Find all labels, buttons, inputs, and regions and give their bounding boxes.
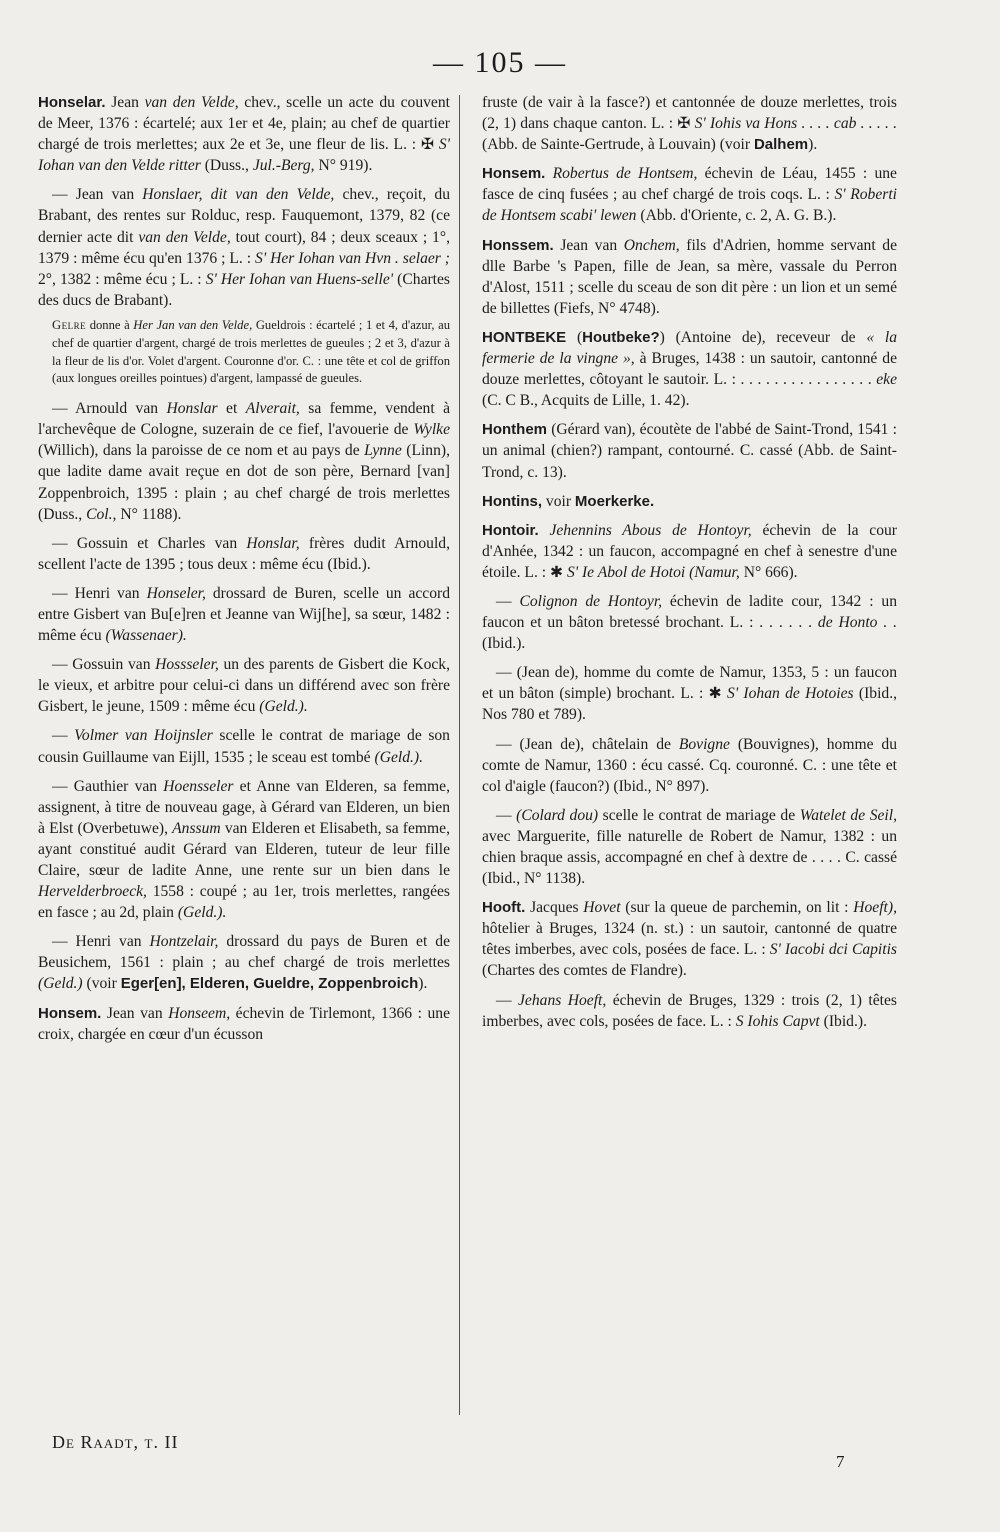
text-run: Jean van [553, 236, 624, 254]
text-run: — Gossuin van [52, 656, 156, 674]
entry-paragraph [482, 520, 897, 583]
entry-paragraph [482, 990, 897, 1032]
text-run: (C. C B., Acquits de Lille, 1. 42). [482, 392, 690, 410]
column-divider [459, 95, 460, 1415]
text-run: échevin de ladite cour, 1342 : un faucon et un bâton bretessé brochant. L. : . . . . . . [482, 592, 897, 632]
text-run: Col., [86, 505, 117, 523]
text-run: Hovet [583, 899, 621, 917]
text-run: tout court), 84 ; deux sceaux ; 1°, 1379 : même écu qu'en 1376 ; L. : [38, 228, 450, 267]
text-run: Anssum [172, 819, 221, 837]
text-run: N° 666). [739, 563, 798, 581]
text-run [545, 165, 552, 182]
text-run: avec Marguerite, fille naturelle de Robert de Namur, 1382 : un chien braque assis, accompagné en chef à dextre de . . . . C. cassé (Ibid., N° 1138). [482, 827, 897, 888]
text-run: S' Iacobi dci Capitis [769, 941, 897, 959]
text-run: Honseem, [168, 1004, 231, 1022]
text-run: échevin de Bruges, 1329 : trois (2, 1) têtes imberbes, avec cols, posées de face. L. : [482, 991, 897, 1030]
text-run: Colignon de Hontoyr, [519, 592, 663, 610]
text-run: — [496, 991, 519, 1009]
right-column [482, 92, 897, 1040]
entry-headword: Moerkerke. [574, 492, 655, 510]
text-run: Hoensseler [163, 777, 234, 795]
text-run: — Arnould van [52, 400, 167, 418]
entry-paragraph [38, 1003, 450, 1045]
footer-signature-mark: 7 [836, 1452, 845, 1471]
text-run: scelle le contrat de mariage de [598, 806, 800, 824]
entry-headword: Honsem. [482, 165, 546, 183]
text-run: N° 919). [314, 157, 373, 175]
text-run: — Gossuin et Charles van [52, 534, 247, 552]
text-run: sa femme, vendent à l'archevêque de Cologne, suzerain de ce fief, l'avouerie de [38, 400, 450, 439]
text-run: échevin de Tirlemont, 1366 : une croix, chargée en cœur d'un écusson [38, 1004, 450, 1043]
text-run: Jul.-Berg, [252, 157, 315, 175]
text-run: S' Ie Abol de Hotoi (Namur, [566, 563, 740, 581]
text-run: Jacques [525, 899, 584, 917]
text-run: Volmer van Hoijnsler [74, 727, 213, 745]
text-run: eke [876, 371, 897, 389]
text-run: (Ibid., Nos 780 et 789). [482, 685, 898, 724]
entry-paragraph [482, 92, 897, 155]
text-run: chev., reçoit, du Brabant, des rentes sur Rolduc, resp. Fauquemont, 1379, 82 (ce dernier acte dit [38, 186, 451, 246]
text-run: (Duss., [200, 157, 253, 175]
page-number: — 105 — [433, 46, 567, 79]
text-run: — [52, 727, 75, 745]
entry-headword: Hontoir. [482, 521, 539, 539]
text-run: Onchem, [623, 236, 680, 254]
text-run: — [496, 592, 520, 610]
entry-headword: HONTBEKE [482, 328, 567, 346]
text-run: et Anne van Elderen, sa femme, assignent, à titre de nouveau gage, à Gérard van Elderen, un bien à Elst (Overbetuwe), [38, 777, 450, 837]
text-run: drossard de Buren, scelle un accord entre Gisbert van Bu[e]ren et Jeanne van Wij[he], sa sœur, 1482 : même écu [38, 584, 450, 645]
text-run: (Abb. de Sainte-Gertrude, à Louvain) (voir [482, 136, 754, 154]
text-run: (Geld.). [259, 698, 308, 716]
text-run: (voir [82, 975, 121, 993]
text-run: de Honto . . [817, 614, 897, 632]
entry-paragraph [482, 235, 897, 319]
text-run: (Geld.). [177, 904, 227, 922]
text-run: frères dudit Arnould, scellent l'acte de 1395 ; tous deux : même écu (Ibid.). [38, 534, 450, 573]
text-run: Robertus de Hontsem, [552, 165, 698, 183]
text-run: (Ibid.). [819, 1012, 867, 1030]
text-run: — Jean van [52, 186, 143, 204]
text-run: et [217, 400, 246, 418]
text-run: hôtelier à Bruges, 1324 (n. st.) : un sautoir, cantonné de quatre têtes imberbes, avec cols, posées de face. L. : [482, 920, 897, 959]
entry-headword: Honselar. [38, 94, 106, 111]
text-run: Watelet de Seil, [799, 806, 897, 824]
entry-paragraph [38, 654, 450, 717]
entry-paragraph [482, 327, 897, 411]
text-run: van den Velde, [138, 228, 231, 246]
text-run: N° 1188). [116, 505, 182, 523]
text-run: Jean [105, 94, 145, 111]
text-run: — Gauthier van [52, 777, 164, 795]
text-run: Bovigne [678, 735, 730, 753]
text-run: (Bouvignes), homme du comte de Namur, 1360 : écu cassé. Cq. couronné. C. : une tête et col d'aigle (faucon?) (Ibid., N° 897). [482, 735, 897, 795]
text-run: van den Velde, [144, 94, 239, 111]
text-run: Lynne [364, 442, 402, 460]
entry-headword: Houtbeke? [582, 328, 660, 346]
text-run: S Iohis Capvt [735, 1012, 820, 1030]
text-run: fils d'Adrien, homme servant de dlle Barbe 's Papen, fille de Jean, sa mère, vassale du Perron d'Alost, 1511 ; scelle du sceau de son dit père : un lion et un semé de billettes (Fiefs, N° 4748). [482, 236, 898, 317]
text-run: voir [542, 492, 575, 510]
entry-headword: Hooft. [482, 899, 526, 917]
entry-headword: Honthem [482, 421, 547, 439]
text-run: scelle le contrat de mariage de son cousin Guillaume van Eijll, 1535 ; le sceau est tombé [38, 727, 450, 766]
text-run: ). [418, 975, 428, 993]
entry-paragraph [38, 725, 450, 767]
text-run: S' Iohan de Hotoies [727, 685, 854, 703]
text-run: S' Her Iohan van Huens-selle' [205, 270, 394, 288]
text-run: (Linn), que ladite dame avait reçue en dot de son père, Bernard [van] Zoppenbroich, 1395 : plain ; au chef chargé de trois merlettes (Duss., [38, 442, 450, 523]
text-run [539, 522, 550, 539]
entry-paragraph [38, 583, 450, 646]
text-run: ) (Antoine de), receveur de [659, 328, 867, 346]
text-run: (sur la queue de parchemin, on lit : [620, 899, 854, 917]
text-run: à Bruges, 1438 : un sautoir, cantonné de douze merlettes, côtoyant le sautoir. L. : . . . . . . . . . . . . . . . . [482, 350, 898, 389]
text-run: Gelre [52, 317, 87, 332]
text-run: Honslar [166, 400, 218, 418]
entry-paragraph [38, 398, 450, 525]
text-run: un des parents de Gisbert die Kock, le vieux, et arbitre pour celui-ci dans un différend avec son frère Gisbert, le jeune, 1509 : même écu [38, 656, 450, 716]
text-run: fruste (de vair à la fasce?) et cantonnée de douze merlettes, trois (2, 1) dans chaque canton. L. : ✠ [482, 94, 897, 133]
text-run: — Henri van [52, 584, 147, 602]
entry-headword: Dalhem [753, 136, 809, 154]
text-run: Alverait, [245, 400, 300, 418]
text-run: van Elderen et Elisabeth, sa femme, ayant constitué audit Gérard van Elderen, tuteur de leur fille Claire, sœur de ladite Anne, une rente sur un bien dans le [38, 819, 450, 879]
text-run: (Chartes des comtes de Flandre). [482, 962, 687, 980]
entry-paragraph [482, 897, 897, 981]
entry-paragraph [38, 931, 450, 994]
entry-headword: Honssem. [482, 236, 554, 254]
text-run: drossard du pays de Buren et de Beusichem, 1561 : plain ; au chef chargé de trois merlettes [38, 933, 450, 972]
text-run: S' Iohis va Hons . . . . cab . . . . . [694, 115, 897, 133]
entry-paragraph [482, 662, 897, 725]
text-run: chev., scelle un acte du couvent de Meer, 1376 : écartelé; aux 1er et 4e, plain; au chef de quartier chargé de trois merlettes; aux 2e et 3e, une fleur de lis. L. : ✠ [38, 94, 450, 154]
text-run: Jehans Hoeft, [518, 991, 607, 1009]
text-run: Hoeft), [853, 899, 897, 917]
text-run: Honslaer, dit van den Velde, [142, 186, 335, 204]
entry-paragraph [482, 734, 897, 797]
text-run: (Abb. d'Oriente, c. 2, A. G. B.). [636, 207, 837, 225]
text-run: Honseler, [146, 584, 206, 602]
text-run: — [496, 806, 517, 824]
entry-paragraph [38, 92, 450, 176]
left-column [38, 92, 450, 1053]
text-run: Jehennins Abous de Hontoyr, [549, 521, 752, 539]
text-run: S' Her Iohan van Hvn . selaer ; [255, 249, 450, 267]
entry-paragraph [482, 805, 897, 889]
text-run: S' Roberti de Hontsem scabi' lewen [482, 186, 897, 225]
text-run: 1558 : coupé ; au 1er, trois merlettes, rangées en fasce ; au 2d, plain [38, 883, 450, 922]
entry-paragraph [38, 533, 450, 575]
text-run: ). [808, 136, 818, 154]
text-run: échevin de Léau, 1455 : une fasce de cinq fusées ; au chef chargé de trois coqs. L. : [482, 165, 897, 204]
footer-author-volume: De Raadt, t. II [52, 1432, 179, 1452]
text-run: Wylke [413, 421, 450, 439]
entry-headword: Honsem. [38, 1004, 102, 1022]
text-run: — Henri van [52, 933, 150, 951]
text-run: (Colard dou) [516, 806, 599, 824]
text-run: (Ibid.). [482, 635, 526, 653]
entry-headword: Eger[en], Elderen, Gueldre, Zoppenbroich [120, 975, 419, 993]
text-run: Hervelderbroeck, [38, 883, 147, 901]
text-run: Jean van [101, 1004, 169, 1022]
entry-paragraph [38, 184, 450, 311]
text-run: S' Iohan van den Velde ritter [38, 136, 450, 175]
text-run: (Geld.). [374, 748, 423, 766]
entry-paragraph [38, 776, 450, 924]
text-run: Gueldrois : écartelé ; 1 et 4, d'azur, au chef de quartier d'argent, chargé de trois merlettes de gueules ; 2 et 3, d'azur à la fleur de lis d'or. Volet d'argent. Couronne d'or. C. : une tête et col de griffon (aux longues oreilles pointues) d'argent, lampassé de gueules. [52, 317, 451, 386]
text-run: échevin de la cour d'Anhée, 1342 : un faucon, accompagné en chef à senestre d'une étoile. L. : ✱ [482, 521, 897, 581]
footnote-paragraph [52, 317, 450, 388]
text-run: « la fermerie de la vingne », [482, 328, 898, 368]
text-run: (Willich), dans la paroisse de ce nom et au pays de [38, 442, 365, 460]
text-run: Her Jan van den Velde, [133, 317, 253, 332]
entry-paragraph [482, 591, 897, 654]
text-run: (Gérard van), écoutète de l'abbé de Saint-Trond, 1541 : un animal (chien?) rampant, contourné. C. cassé (Abb. de Saint-Trond, c. 13). [482, 421, 897, 481]
text-run: — (Jean de), homme du comte de Namur, 1353, 5 : un faucon et un bâton (simple) brochant. L. : ✱ [482, 664, 897, 703]
text-run: donne à [86, 317, 134, 332]
text-run: 2°, 1382 : même écu ; L. : [38, 270, 206, 288]
entry-paragraph [482, 163, 897, 226]
entry-paragraph [482, 419, 897, 482]
entry-paragraph [482, 491, 897, 512]
text-run: (Chartes des ducs de Brabant). [38, 270, 451, 309]
text-run: Honslar, [246, 534, 300, 552]
text-run: (Wassenaer). [105, 627, 187, 645]
entry-headword: Hontins, [482, 492, 542, 510]
text-run: (Geld.) [38, 975, 83, 993]
text-run: Hossseler, [155, 656, 219, 674]
text-run: Hontzelair, [149, 933, 219, 951]
text-run: ( [566, 328, 583, 346]
text-run: — (Jean de), châtelain de [496, 735, 679, 753]
